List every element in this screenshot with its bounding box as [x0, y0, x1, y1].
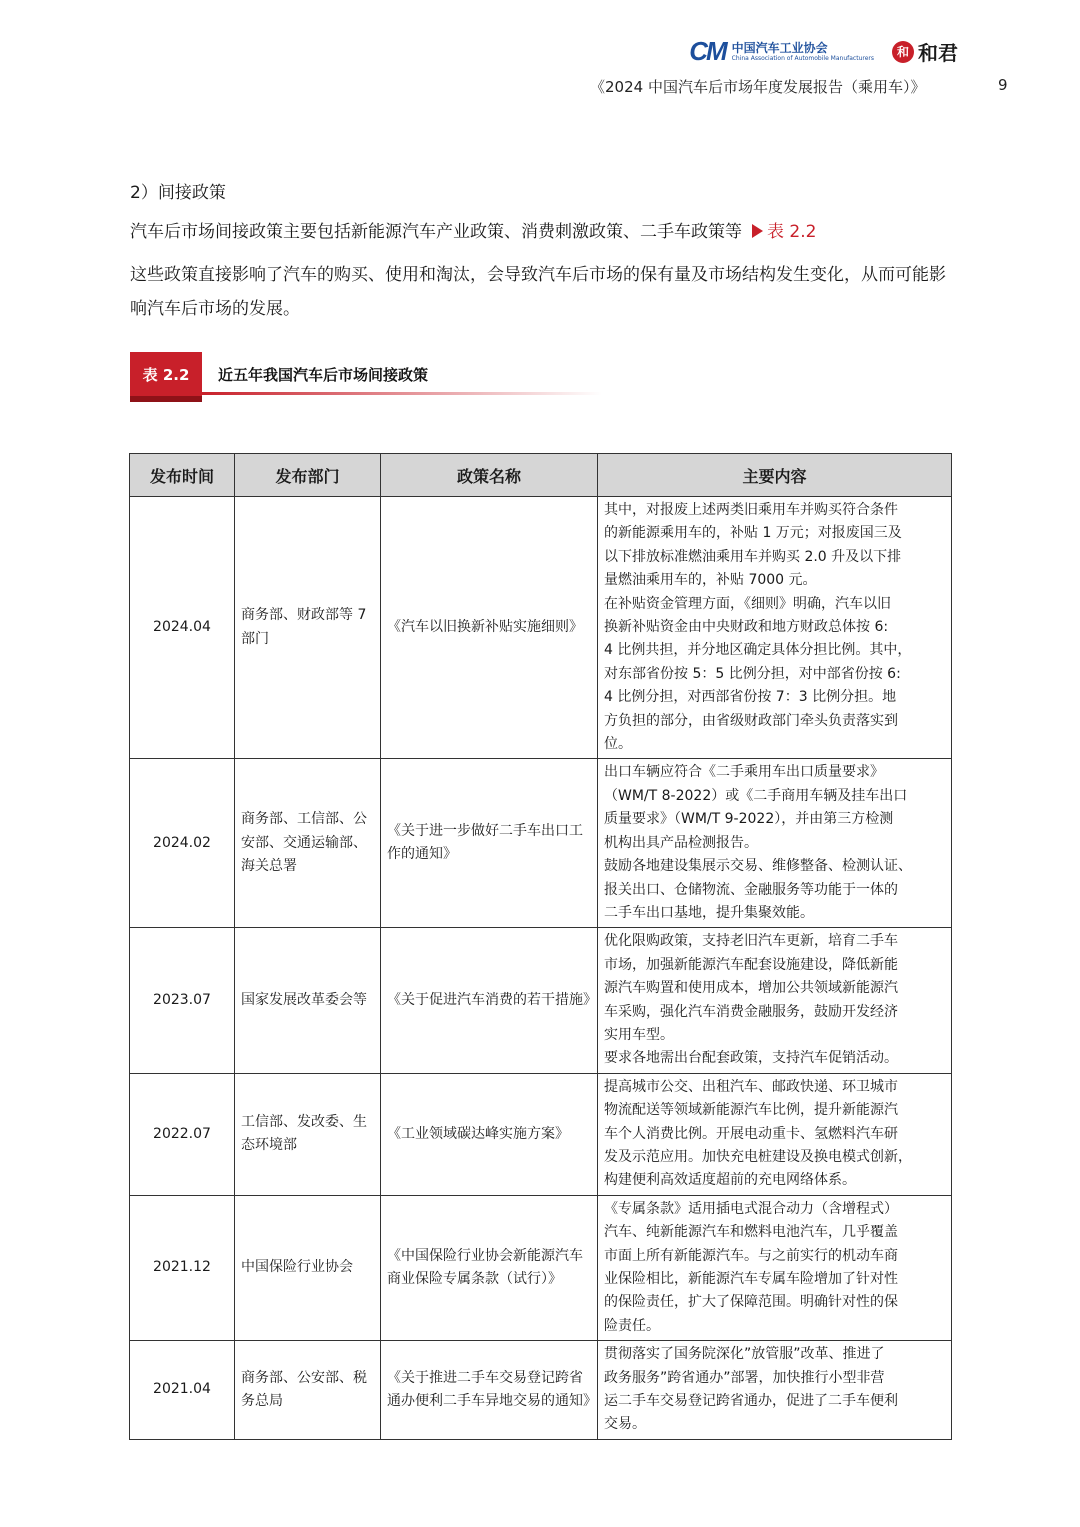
cell-content [598, 928, 952, 1073]
paragraph-2: 这些政策直接影响了汽车的购买、使用和淘汰，会导致汽车后市场的保有量及市场结构发生变化，从而可能影响汽车后市场的发展。 [130, 265, 946, 319]
table-reference-link[interactable] [742, 222, 816, 242]
table-caption-title: 近五年我国汽车后市场间接政策 [218, 366, 429, 384]
content-line: 以下排放标准燃油乘用车并购买 2.0 升及以下排 [604, 548, 902, 565]
paragraph-1-text: 汽车后市场间接政策主要包括新能源汽车产业政策、消费刺激政策、二手车政策等 [130, 222, 742, 242]
content-line: 源汽车购置和使用成本，增加公共领域新能源汽 [604, 980, 898, 997]
content-line: 市场，加强新能源汽车配套设施建设，降低新能 [604, 956, 898, 973]
content-line: 车个人消费比例。开展电动重卡、氢燃料汽车研 [604, 1125, 898, 1142]
caam-name-cn: 中国汽车工业协会 [731, 40, 828, 55]
table-row [130, 1073, 952, 1195]
content-line: 提高城市公交、出租汽车、邮政快递、环卫城市 [604, 1078, 898, 1095]
cell-content [598, 497, 952, 759]
content-line: 质量要求》（WM/T 9-2022），并由第三方检测 [604, 811, 894, 828]
content-line: 报关出口、仓储物流、金融服务等功能于一体的 [604, 881, 898, 898]
content-line: 4 比例共担，并分地区确定具体分担比例。其中， [604, 642, 912, 659]
caam-logo [689, 36, 874, 67]
hejun-seal-icon: 和 [892, 41, 914, 63]
cell-department: 商务部、工信部、公安部、交通运输部、海关总署 [235, 759, 381, 928]
column-header: 主要内容 [598, 454, 952, 497]
content-line: 的保险责任，扩大了保障范围。明确针对性的保 [604, 1294, 898, 1311]
content-line: 对东部省份按 5：5 比例分担，对中部省份按 6: [604, 665, 901, 682]
cell-content [598, 1341, 952, 1440]
cell-date: 2021.12 [130, 1195, 235, 1340]
content-line: 业保险相比，新能源汽车专属车险增加了针对性 [604, 1271, 898, 1287]
triangle-arrow-icon [752, 224, 763, 238]
content-line: 机构出具产品检测报告。 [604, 834, 758, 851]
cell-policy-name: 《关于促进汽车消费的若干措施》 [381, 928, 598, 1073]
hejun-logo [892, 37, 958, 66]
content-line: 《专属条款》适用插电式混合动力（含增程式） [604, 1200, 898, 1217]
column-header: 发布部门 [235, 454, 381, 497]
content-line: 出口车辆应符合《二手乘用车出口质量要求》 [604, 764, 884, 781]
section-subheading: 2）间接政策 [130, 183, 226, 203]
cell-content [598, 759, 952, 928]
cell-policy-name: 《关于推进二手车交易登记跨省通办便利二手车异地交易的通知》 [381, 1341, 598, 1440]
content-line: 优化限购政策，支持老旧汽车更新，培育二手车 [604, 933, 898, 950]
page-number: 9 [998, 76, 1008, 94]
content-line: 位。 [604, 736, 632, 753]
content-line: 险责任。 [604, 1317, 660, 1334]
content-line: 实用车型。 [604, 1026, 674, 1043]
cell-policy-name: 《关于进一步做好二手车出口工作的通知》 [381, 759, 598, 928]
caam-logo-mark: CM [689, 36, 726, 66]
content-line: 运二手车交易登记跨省通办，促进了二手车便利 [604, 1393, 898, 1410]
cell-date: 2021.04 [130, 1341, 235, 1440]
content-line: 交易。 [604, 1416, 646, 1433]
table-header-row [130, 454, 952, 497]
content-line: 的新能源乘用车的，补贴 1 万元；对报废国三及 [604, 525, 902, 542]
content-line: 在补贴资金管理方面，《细则》明确，汽车以旧 [604, 595, 891, 612]
cell-policy-name: 《工业领域碳达峰实施方案》 [381, 1073, 598, 1195]
table-caption-badge: 表 2.2 [130, 352, 202, 396]
header-logos [689, 36, 958, 67]
cell-department: 商务部、公安部、税务总局 [235, 1341, 381, 1440]
content-line: （WM/T 8-2022）或《二手商用车辆及挂车出口 [604, 787, 908, 804]
content-line: 市面上所有新能源汽车。与之前实行的机动车商 [604, 1247, 898, 1264]
caam-name-en: China Association of Automobile Manufacturers [731, 54, 874, 62]
cell-department: 中国保险行业协会 [235, 1195, 381, 1340]
table-caption [130, 352, 610, 402]
table-row [130, 928, 952, 1073]
content-line: 二手车出口基地，提升集聚效能。 [604, 904, 814, 921]
paragraph-1 [130, 215, 952, 249]
content-line: 车采购，强化汽车消费金融服务，鼓励开发经济 [604, 1003, 898, 1020]
cell-policy-name: 《中国保险行业协会新能源汽车商业保险专属条款（试行）》 [381, 1195, 598, 1340]
content-line: 物流配送等领域新能源汽车比例，提升新能源汽 [604, 1102, 898, 1119]
table-caption-divider [202, 392, 602, 395]
content-line: 鼓励各地建设集展示交易、维修整备、检测认证、 [604, 858, 912, 875]
cell-department: 国家发展改革委会等 [235, 928, 381, 1073]
cell-date: 2024.02 [130, 759, 235, 928]
content-line: 要求各地需出台配套政策，支持汽车促销活动。 [604, 1050, 898, 1067]
column-header: 发布时间 [130, 454, 235, 497]
content-line: 换新补贴资金由中央财政和地方财政总体按 6: [604, 619, 889, 636]
column-header: 政策名称 [381, 454, 598, 497]
cell-department: 工信部、发改委、生态环境部 [235, 1073, 381, 1195]
cell-content [598, 1195, 952, 1340]
policy-table [129, 453, 952, 1440]
content-line: 汽车、纯新能源汽车和燃料电池汽车，几乎覆盖 [604, 1224, 898, 1241]
content-line: 政务服务”跨省通办”部署，加快推行小型非营 [604, 1369, 885, 1386]
cell-date: 2024.04 [130, 497, 235, 759]
cell-policy-name: 《汽车以旧换新补贴实施细则》 [381, 497, 598, 759]
cell-date: 2023.07 [130, 928, 235, 1073]
table-row [130, 759, 952, 928]
running-title: 《2024 中国汽车后市场年度发展报告（乘用车）》 [590, 78, 926, 96]
hejun-name: 和君 [918, 41, 958, 65]
table-row [130, 497, 952, 759]
content-line: 其中，对报废上述两类旧乘用车并购买符合条件 [604, 502, 898, 518]
content-line: 量燃油乘用车的，补贴 7000 元。 [604, 572, 817, 589]
table-row [130, 1195, 952, 1340]
table-row [130, 1341, 952, 1440]
content-line: 4 比例分担，对西部省份按 7：3 比例分担。地 [604, 689, 897, 706]
table-reference-label: 表 2.2 [767, 222, 817, 242]
cell-department: 商务部、财政部等 7 部门 [235, 497, 381, 759]
cell-content [598, 1073, 952, 1195]
cell-date: 2022.07 [130, 1073, 235, 1195]
content-line: 构建便利高效适度超前的充电网络体系。 [604, 1172, 856, 1189]
content-line: 方负担的部分，由省级财政部门牵头负责落实到 [604, 712, 898, 729]
content-line: 发及示范应用。加快充电桩建设及换电模式创新， [604, 1148, 912, 1165]
content-line: 贯彻落实了国务院深化”放管服”改革、推进了 [604, 1346, 885, 1363]
